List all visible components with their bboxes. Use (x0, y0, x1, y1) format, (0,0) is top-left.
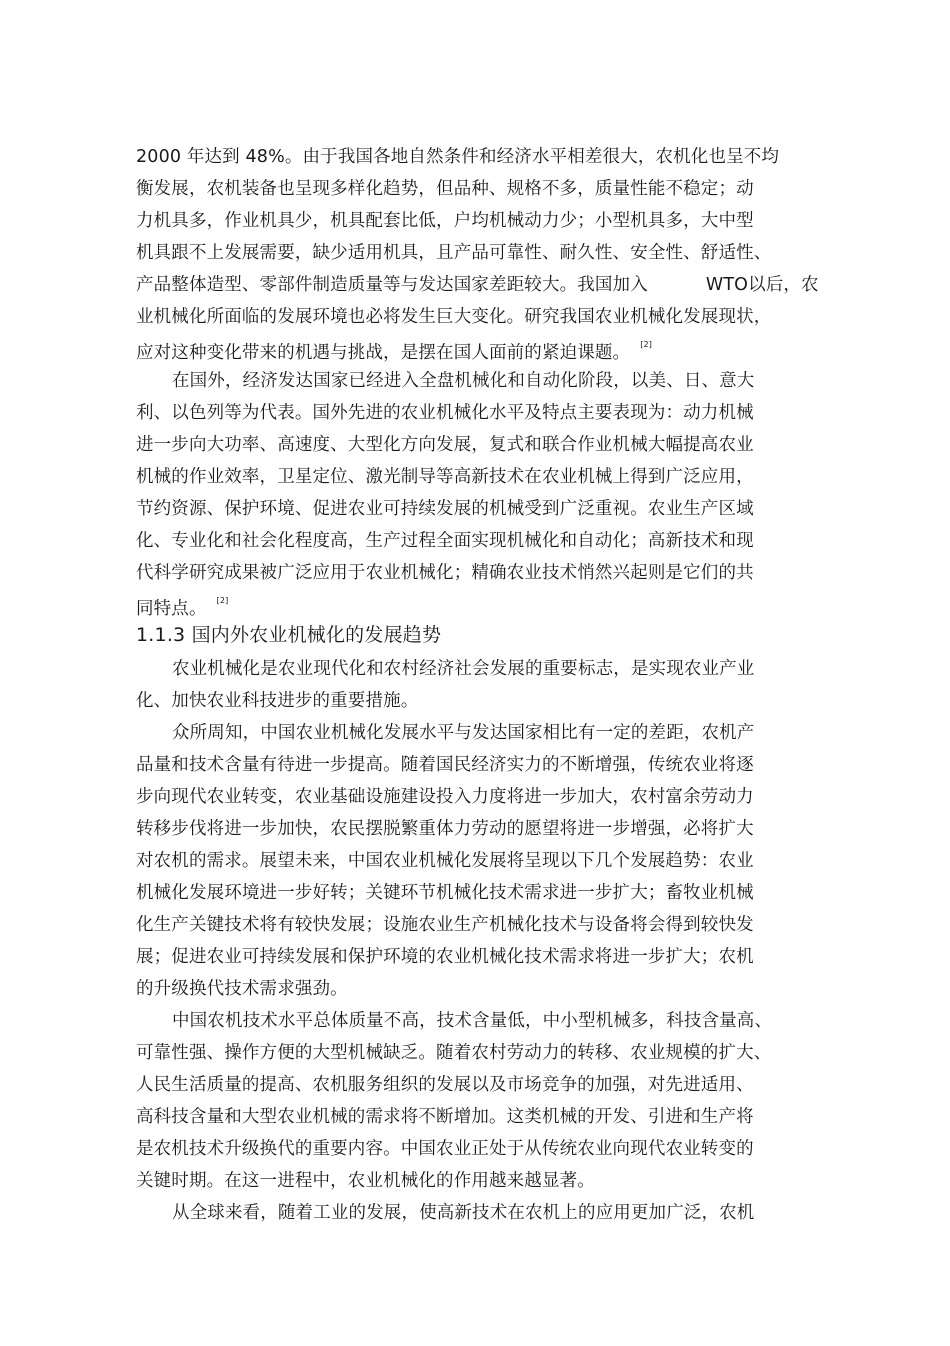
text-line: 可靠性强、操作方便的大型机械缺乏。随着农村劳动力的转移、农业规模的扩大、 (136, 1043, 772, 1063)
text-segment: 同特点。 (136, 598, 207, 619)
text-line: 步向现代农业转变，农业基础设施建设投入力度将进一步加大，农村富余劳动力 (136, 787, 754, 807)
text-line: 对农机的需求。展望未来，中国农业机械化发展将呈现以下几个发展趋势：农业 (136, 851, 754, 871)
text-line: 进一步向大功率、高速度、大型化方向发展，复式和联合作业机械大幅提高农业 (136, 435, 754, 455)
text-segment: WTO以后，农 (705, 275, 819, 295)
text-line: 化、加快农业科技进步的重要措施。 (136, 691, 419, 711)
citation-mark: [2] (640, 340, 652, 349)
text-line: 人民生活质量的提高、农机服务组织的发展以及市场竞争的加强，对先进适用、 (136, 1075, 754, 1095)
citation-mark: [2] (216, 596, 229, 605)
text-line: 农业机械化是农业现代化和农村经济社会发展的重要标志，是实现农业产业 (172, 659, 755, 679)
text-line: 是农机技术升级换代的重要内容。中国农业正处于从传统农业向现代农业转变的 (136, 1139, 754, 1159)
text-line: 衡发展，农机装备也呈现多样化趋势，但品种、规格不多，质量性能不稳定；动 (136, 179, 754, 199)
text-line: 机械化发展环境进一步好转；关键环节机械化技术需求进一步扩大；畜牧业机械 (136, 883, 754, 903)
text-line: 机械的作业效率，卫星定位、激光制导等高新技术在农业机械上得到广泛应用， (136, 467, 754, 487)
text-line: 力机具多，作业机具少，机具配套比低，户均机械动力少；小型机具多，大中型 (136, 211, 754, 231)
text-segment: 产品整体造型、零部件制造质量等与发达国家差距较大。我国加入 (136, 275, 648, 295)
text-line: 从全球来看，随着工业的发展，使高新技术在农机上的应用更加广泛，农机 (172, 1203, 755, 1223)
text-line: 业机械化所面临的发展环境也必将发生巨大变化。研究我国农业机械化发展现状， (136, 307, 772, 327)
text-line (136, 594, 228, 620)
text-line: 化生产关键技术将有较快发展；设施农业生产机械化技术与设备将会得到较快发 (136, 915, 754, 935)
text-line: 代科学研究成果被广泛应用于农业机械化；精确农业技术悄然兴起则是它们的共 (136, 563, 754, 583)
text-line: 转移步伐将进一步加快，农民摆脱繁重体力劳动的愿望将进一步增强，必将扩大 (136, 819, 754, 839)
text-line: 2000 年达到 48%。由于我国各地自然条件和经济水平相差很大，农机化也呈不均 (136, 147, 780, 167)
text-segment: 应对这种变化带来的机遇与挑战，是摆在国人面前的紧迫课题。 (136, 342, 631, 363)
text-line: 展；促进农业可持续发展和保护环境的农业机械化技术需求将进一步扩大；农机 (136, 947, 754, 967)
text-line: 高科技含量和大型农业机械的需求将不断增加。这类机械的开发、引进和生产将 (136, 1107, 754, 1127)
text-line: 节约资源、保护环境、促进农业可持续发展的机械受到广泛重视。农业生产区域 (136, 499, 754, 519)
text-line: 品量和技术含量有待进一步提高。随着国民经济实力的不断增强，传统农业将逐 (136, 755, 754, 775)
section-heading: 1.1.3 国内外农业机械化的发展趋势 (136, 624, 442, 646)
text-line: 关键时期。在这一进程中，农业机械化的作用越来越显著。 (136, 1171, 595, 1191)
text-line: 化、专业化和社会化程度高，生产过程全面实现机械化和自动化；高新技术和现 (136, 531, 754, 551)
text-line: 利、以色列等为代表。国外先进的农业机械化水平及特点主要表现为：动力机械 (136, 403, 754, 423)
text-line: 的升级换代技术需求强劲。 (136, 979, 348, 999)
text-line: 中国农机技术水平总体质量不高，技术含量低，中小型机械多，科技含量高、 (172, 1011, 773, 1031)
text-line: 众所周知，中国农业机械化发展水平与发达国家相比有一定的差距，农机产 (172, 723, 755, 743)
text-line: 机具跟不上发展需要，缺少适用机具，且产品可靠性、耐久性、安全性、舒适性、 (136, 243, 772, 263)
text-line (136, 338, 652, 364)
text-line (136, 274, 819, 296)
text-line: 在国外，经济发达国家已经进入全盘机械化和自动化阶段，以美、日、意大 (172, 371, 755, 391)
